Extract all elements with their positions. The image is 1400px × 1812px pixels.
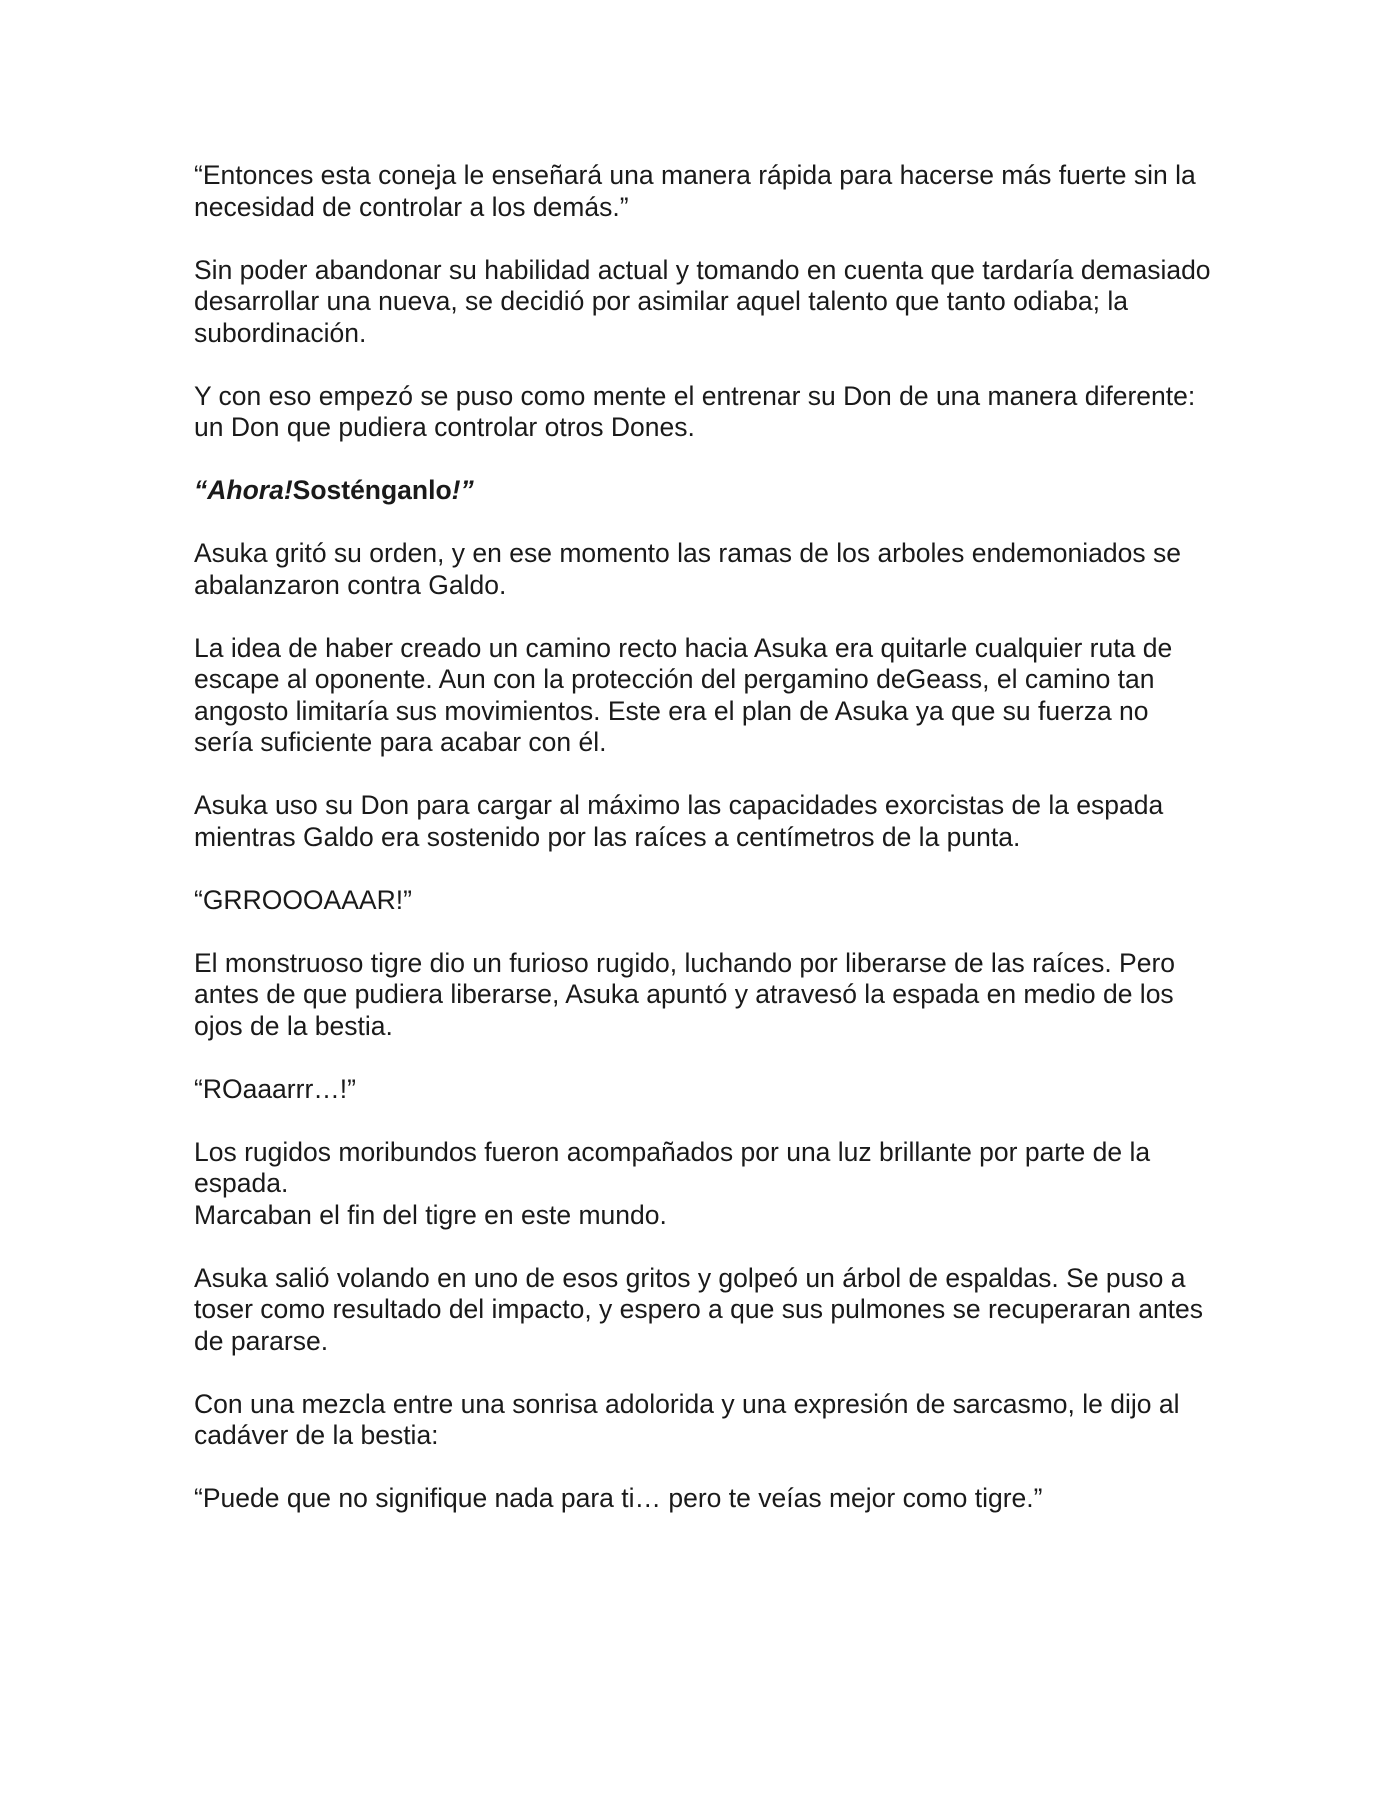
paragraph-4: Asuka gritó su orden, y en ese momento las ramas de los arboles endemoniados se abalanzaron contra Galdo. <box>194 538 1181 600</box>
shout-part-1: “Ahora! <box>194 475 293 505</box>
paragraph-10: Con una mezcla entre una sonrisa adolorida y una expresión de sarcasmo, le dijo al cadáver de la bestia: <box>194 1388 1180 1450</box>
text-column <box>194 160 1214 1546</box>
paragraph-1: “Entonces esta coneja le enseñará una manera rápida para hacerse más fuerte sin la necesidad de controlar a los demás.” <box>194 160 1196 222</box>
paragraph-2: Sin poder abandonar su habilidad actual y tomando en cuenta que tardaría demasiado desarrollar una nueva, se decidió por asimilar aquel talento que tanto odiaba; la subordinación. <box>194 254 1211 348</box>
final-quote: “Puede que no signifique nada para ti… pero te veías mejor como tigre.” <box>194 1483 1043 1513</box>
roar-line-2: “ROaaarrr…!” <box>194 1073 356 1104</box>
paragraph-8: Los rugidos moribundos fueron acompañados por una luz brillante por parte de la espada. <box>194 1136 1151 1198</box>
paragraph-6: Asuka uso su Don para cargar al máximo las capacidades exorcistas de la espada mientras Galdo era sostenido por las raíces a centímetros de la punta. <box>194 790 1164 852</box>
paragraph-5: La idea de haber creado un camino recto hacia Asuka era quitarle cualquier ruta de escape al oponente. Aun con la protección del pergamino deGeass, el camino tan angosto limitaría sus movimientos. Este era el plan de Asuka ya que su fuerza no sería suficiente para acabar con él. <box>194 632 1173 757</box>
shout-part-2: Sosténganlo <box>292 475 452 505</box>
paragraph-7: El monstruoso tigre dio un furioso rugido, luchando por liberarse de las raíces. Pero antes de que pudiera liberarse, Asuka apuntó y atravesó la espada en medio de los ojos de la bestia. <box>194 947 1176 1041</box>
shout-line <box>194 475 1214 507</box>
roar-line-1: “GRROOOAAAR!” <box>194 884 412 915</box>
shout-part-3: !” <box>451 475 474 505</box>
paragraph-9: Asuka salió volando en uno de esos gritos y golpeó un árbol de espaldas. Se puso a toser como resultado del impacto, y espero a que sus pulmones se recuperaran antes de pararse. <box>194 1262 1204 1356</box>
paragraph-8-continuation: Marcaban el fin del tigre en este mundo. <box>194 1199 667 1230</box>
paragraph-3: Y con eso empezó se puso como mente el entrenar su Don de una manera diferente: un Don que pudiera controlar otros Dones. <box>194 380 1196 442</box>
